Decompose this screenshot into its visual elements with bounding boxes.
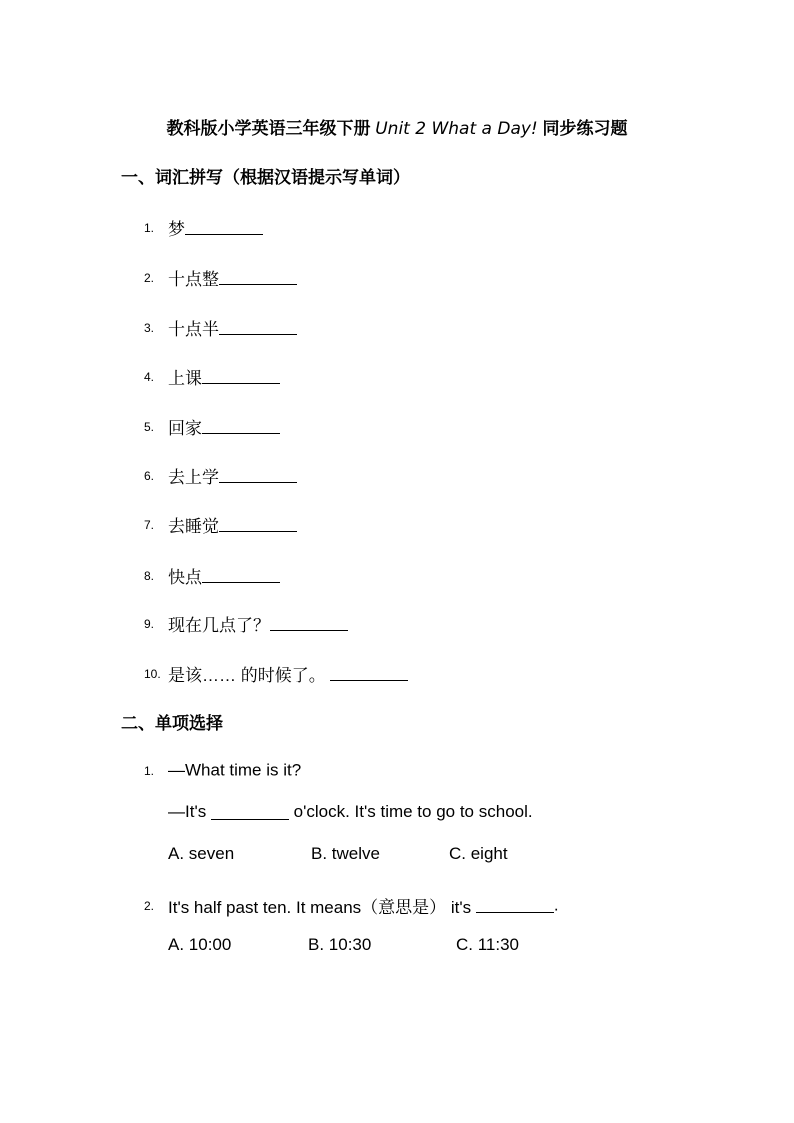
answer-blank[interactable] [202, 568, 280, 583]
line-prefix: —It's [168, 802, 207, 821]
item-text: 去上学 [168, 468, 219, 487]
title-cn: 教科版小学英语三年级下册 [166, 119, 371, 138]
item-number: 6. [144, 468, 155, 483]
vocab-item [144, 661, 408, 686]
answer-blank[interactable] [270, 616, 348, 631]
question-number: 2. [144, 898, 155, 913]
question-number: 1. [144, 763, 155, 778]
page-title [0, 114, 794, 139]
vocab-item [144, 215, 263, 240]
vocab-item [144, 315, 297, 340]
choice-question-1 [144, 760, 301, 781]
answer-blank[interactable] [219, 517, 297, 532]
line-suffix: o'clock. It's time to go to school. [293, 802, 533, 821]
item-number: 10. [144, 666, 161, 681]
answer-blank[interactable] [219, 320, 297, 335]
item-text: 去睡觉 [168, 517, 219, 536]
item-number: 5. [144, 419, 155, 434]
item-number: 8. [144, 568, 155, 583]
answer-blank[interactable] [476, 898, 554, 913]
question-line-1: —What time is it? [168, 760, 302, 780]
item-number: 7. [144, 517, 155, 532]
item-text: 十点半 [168, 320, 219, 339]
item-number: 9. [144, 616, 155, 631]
option-b[interactable]: B. twelve [311, 844, 380, 863]
option-a[interactable]: A. 10:00 [168, 935, 232, 954]
vocab-item [144, 265, 297, 290]
vocab-item [144, 463, 297, 488]
vocab-item [144, 512, 297, 537]
item-text: 是该…… 的时候了。 [168, 666, 326, 685]
vocab-item [144, 414, 280, 439]
answer-blank[interactable] [219, 270, 297, 285]
item-text: 回家 [168, 419, 202, 438]
choice-question-2 [144, 893, 559, 918]
answer-blank[interactable] [202, 419, 280, 434]
title-en: Unit 2 What a Day! [375, 119, 538, 139]
item-text: 快点 [168, 568, 202, 587]
section-1-heading: 一、词汇拼写（根据汉语提示写单词） [121, 168, 410, 187]
item-number: 3. [144, 320, 155, 335]
option-c[interactable]: C. eight [449, 844, 508, 863]
section-2-heading: 二、单项选择 [121, 714, 223, 733]
answer-blank[interactable] [219, 468, 297, 483]
answer-blank[interactable] [185, 220, 263, 235]
vocab-item [144, 364, 280, 389]
option-a[interactable]: A. seven [168, 844, 235, 863]
answer-blank[interactable] [330, 666, 408, 681]
item-number: 4. [144, 369, 155, 384]
question-line-2 [168, 802, 533, 822]
item-text: 上课 [168, 369, 202, 388]
answer-blank[interactable] [211, 805, 289, 820]
item-number: 2. [144, 270, 155, 285]
item-text: 现在几点了？ [168, 616, 270, 635]
option-c[interactable]: C. 11:30 [456, 935, 520, 954]
answer-blank[interactable] [202, 369, 280, 384]
vocab-item [144, 563, 280, 588]
question-text: It's half past ten. It means（意思是） it's [168, 898, 472, 917]
option-b[interactable]: B. 10:30 [308, 935, 372, 954]
title-cn2: 同步练习题 [542, 119, 628, 138]
item-text: 梦 [168, 220, 185, 239]
item-number: 1. [144, 220, 155, 235]
item-text: 十点整 [168, 270, 219, 289]
question-end: . [553, 895, 559, 915]
vocab-item [144, 611, 348, 636]
